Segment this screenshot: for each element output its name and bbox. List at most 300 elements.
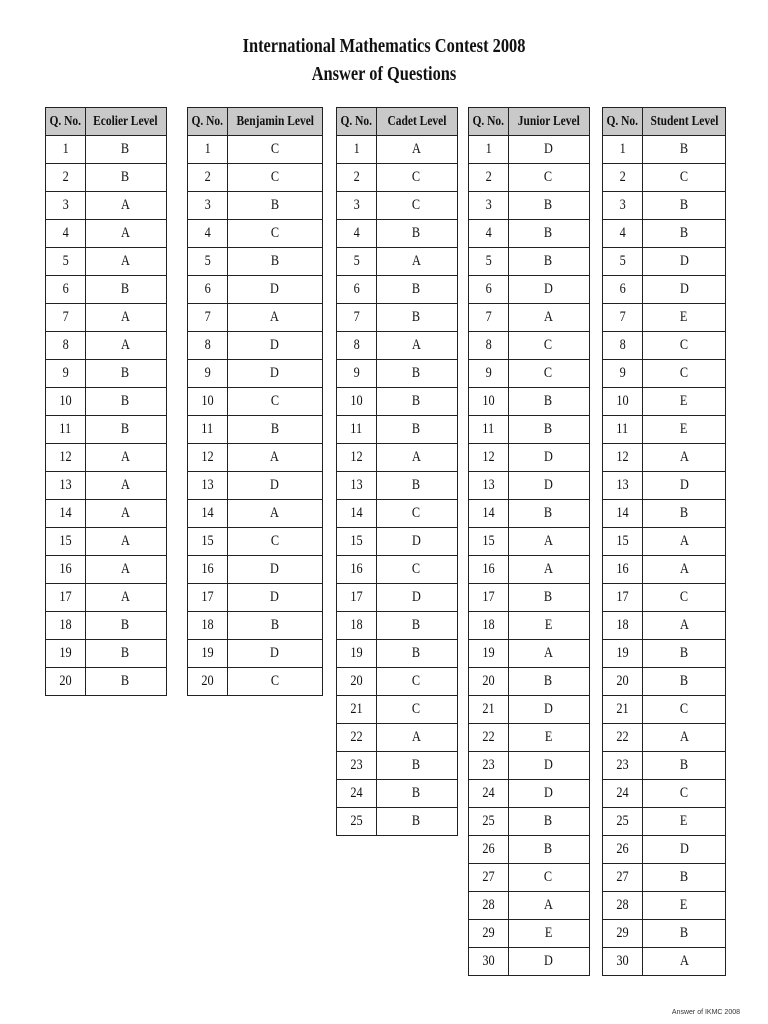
- table-row: [603, 444, 726, 472]
- question-number: 25: [469, 808, 509, 836]
- answer-cell: D: [227, 584, 323, 612]
- answer-cell: D: [642, 276, 726, 304]
- q-no-header: Q. No.: [469, 108, 509, 136]
- answer-cell: B: [85, 360, 166, 388]
- question-number: 15: [46, 528, 86, 556]
- table-row: [46, 388, 167, 416]
- question-number: 30: [603, 948, 643, 976]
- table-row: [188, 668, 323, 696]
- question-number: 25: [337, 808, 377, 836]
- question-number: 11: [188, 416, 228, 444]
- question-number: 21: [469, 696, 509, 724]
- answer-cell: B: [376, 808, 457, 836]
- answer-cell: A: [85, 332, 166, 360]
- table-row: [46, 444, 167, 472]
- answer-cell: A: [642, 528, 726, 556]
- question-number: 11: [469, 416, 509, 444]
- table-row: [337, 388, 458, 416]
- answer-cell: C: [227, 528, 323, 556]
- table-row: [603, 612, 726, 640]
- question-number: 14: [603, 500, 643, 528]
- question-number: 2: [469, 164, 509, 192]
- table-row: [603, 472, 726, 500]
- question-number: 2: [188, 164, 228, 192]
- answer-cell: E: [642, 388, 726, 416]
- level-header: Cadet Level: [376, 108, 457, 136]
- question-number: 19: [46, 640, 86, 668]
- question-number: 21: [337, 696, 377, 724]
- answer-cell: D: [508, 780, 589, 808]
- answer-cell: A: [85, 304, 166, 332]
- question-number: 15: [337, 528, 377, 556]
- q-no-header: Q. No.: [337, 108, 377, 136]
- table-row: [603, 864, 726, 892]
- question-number: 8: [188, 332, 228, 360]
- question-number: 4: [603, 220, 643, 248]
- question-number: 4: [337, 220, 377, 248]
- answer-cell: E: [508, 612, 589, 640]
- question-number: 3: [188, 192, 228, 220]
- question-number: 29: [469, 920, 509, 948]
- table-row: [188, 276, 323, 304]
- question-number: 2: [46, 164, 86, 192]
- table-row: [337, 416, 458, 444]
- question-number: 11: [46, 416, 86, 444]
- question-number: 14: [46, 500, 86, 528]
- table-row: [469, 388, 590, 416]
- answer-cell: A: [85, 192, 166, 220]
- answer-cell: B: [85, 612, 166, 640]
- answer-cell: B: [376, 360, 457, 388]
- table-row: [469, 892, 590, 920]
- question-number: 1: [337, 136, 377, 164]
- table-row: [188, 192, 323, 220]
- answer-cell: B: [508, 416, 589, 444]
- answer-cell: C: [376, 668, 457, 696]
- answer-cell: D: [227, 332, 323, 360]
- answer-cell: E: [508, 920, 589, 948]
- question-number: 12: [188, 444, 228, 472]
- answer-cell: A: [642, 612, 726, 640]
- answer-cell: C: [227, 668, 323, 696]
- question-number: 6: [603, 276, 643, 304]
- table-row: [46, 304, 167, 332]
- answer-cell: B: [642, 136, 726, 164]
- answer-cell: B: [376, 220, 457, 248]
- question-number: 1: [469, 136, 509, 164]
- question-number: 19: [603, 640, 643, 668]
- answer-cell: A: [227, 500, 323, 528]
- table-row: [46, 668, 167, 696]
- table-row: [337, 808, 458, 836]
- table-row: [469, 724, 590, 752]
- answer-cell: D: [227, 360, 323, 388]
- answer-cell: B: [376, 276, 457, 304]
- answer-cell: B: [642, 500, 726, 528]
- question-number: 22: [469, 724, 509, 752]
- table-row: [603, 724, 726, 752]
- table-row: [469, 836, 590, 864]
- question-number: 17: [603, 584, 643, 612]
- question-number: 10: [603, 388, 643, 416]
- answer-table-benjamin: [187, 107, 323, 696]
- answer-cell: B: [85, 164, 166, 192]
- table-row: [337, 612, 458, 640]
- question-number: 20: [188, 668, 228, 696]
- answer-cell: D: [376, 584, 457, 612]
- table-row: [46, 612, 167, 640]
- table-row: [469, 360, 590, 388]
- table-row: [337, 668, 458, 696]
- answer-cell: B: [642, 640, 726, 668]
- question-number: 14: [188, 500, 228, 528]
- answer-cell: B: [642, 668, 726, 696]
- table-row: [337, 192, 458, 220]
- question-number: 7: [46, 304, 86, 332]
- question-number: 8: [603, 332, 643, 360]
- table-row: [469, 276, 590, 304]
- question-number: 16: [337, 556, 377, 584]
- answer-cell: C: [642, 584, 726, 612]
- table-row: [603, 584, 726, 612]
- answer-cell: B: [508, 192, 589, 220]
- table-row: [188, 556, 323, 584]
- answer-cell: B: [376, 612, 457, 640]
- answer-cell: C: [376, 164, 457, 192]
- answer-cell: D: [227, 556, 323, 584]
- answer-cell: D: [642, 248, 726, 276]
- table-row: [603, 668, 726, 696]
- table-row: [337, 360, 458, 388]
- answer-cell: C: [642, 360, 726, 388]
- question-number: 12: [337, 444, 377, 472]
- table-row: [337, 304, 458, 332]
- table-row: [46, 556, 167, 584]
- answer-cell: B: [508, 220, 589, 248]
- question-number: 14: [469, 500, 509, 528]
- question-number: 22: [603, 724, 643, 752]
- answer-cell: D: [508, 444, 589, 472]
- document-header: [0, 32, 768, 88]
- answer-cell: C: [642, 780, 726, 808]
- table-row: [603, 640, 726, 668]
- answer-cell: B: [642, 864, 726, 892]
- table-row: [188, 360, 323, 388]
- question-number: 6: [469, 276, 509, 304]
- answer-cell: A: [85, 472, 166, 500]
- table-row: [188, 528, 323, 556]
- question-number: 18: [337, 612, 377, 640]
- answer-cell: D: [508, 948, 589, 976]
- question-number: 1: [603, 136, 643, 164]
- question-number: 2: [337, 164, 377, 192]
- question-number: 18: [188, 612, 228, 640]
- answer-cell: E: [642, 892, 726, 920]
- answer-table-student: [602, 107, 726, 976]
- table-row: [337, 332, 458, 360]
- answer-cell: B: [85, 136, 166, 164]
- answer-cell: B: [85, 388, 166, 416]
- question-number: 12: [46, 444, 86, 472]
- table-row: [469, 500, 590, 528]
- level-header: Benjamin Level: [227, 108, 323, 136]
- table-row: [46, 192, 167, 220]
- question-number: 28: [469, 892, 509, 920]
- table-row: [603, 360, 726, 388]
- answer-cell: B: [508, 668, 589, 696]
- document-subtitle: Answer of Questions: [311, 63, 457, 85]
- question-number: 7: [188, 304, 228, 332]
- table-row: [469, 864, 590, 892]
- table-row: [469, 136, 590, 164]
- answer-cell: B: [376, 780, 457, 808]
- answer-cell: C: [227, 388, 323, 416]
- question-number: 5: [337, 248, 377, 276]
- question-number: 24: [337, 780, 377, 808]
- answer-cell: A: [85, 444, 166, 472]
- answer-cell: B: [508, 836, 589, 864]
- table-row: [603, 808, 726, 836]
- answer-cell: A: [376, 136, 457, 164]
- table-row: [337, 500, 458, 528]
- question-number: 9: [46, 360, 86, 388]
- answer-cell: A: [85, 500, 166, 528]
- answer-cell: C: [642, 696, 726, 724]
- table-row: [337, 220, 458, 248]
- table-row: [469, 192, 590, 220]
- answer-cell: A: [376, 332, 457, 360]
- answer-cell: A: [376, 248, 457, 276]
- table-row: [337, 248, 458, 276]
- question-number: 11: [337, 416, 377, 444]
- level-header: Student Level: [642, 108, 726, 136]
- table-row: [337, 136, 458, 164]
- answer-cell: B: [85, 668, 166, 696]
- answer-cell: A: [85, 584, 166, 612]
- question-number: 22: [337, 724, 377, 752]
- table-row: [469, 556, 590, 584]
- question-number: 16: [188, 556, 228, 584]
- table-row: [188, 388, 323, 416]
- table-header-row: [603, 108, 726, 136]
- table-row: [188, 220, 323, 248]
- table-row: [46, 220, 167, 248]
- question-number: 13: [188, 472, 228, 500]
- question-number: 23: [469, 752, 509, 780]
- answer-cell: E: [642, 808, 726, 836]
- table-row: [603, 192, 726, 220]
- answer-cell: B: [642, 920, 726, 948]
- answer-cell: C: [227, 220, 323, 248]
- document-title: International Mathematics Contest 2008: [242, 35, 526, 57]
- question-number: 14: [337, 500, 377, 528]
- table-row: [469, 220, 590, 248]
- question-number: 6: [188, 276, 228, 304]
- answer-cell: C: [508, 360, 589, 388]
- question-number: 5: [46, 248, 86, 276]
- table-row: [337, 444, 458, 472]
- answer-cell: A: [227, 304, 323, 332]
- question-number: 19: [469, 640, 509, 668]
- table-row: [469, 640, 590, 668]
- table-row: [337, 640, 458, 668]
- question-number: 7: [469, 304, 509, 332]
- table-row: [603, 248, 726, 276]
- table-row: [337, 164, 458, 192]
- answer-cell: D: [508, 472, 589, 500]
- table-row: [469, 808, 590, 836]
- question-number: 9: [337, 360, 377, 388]
- answer-cell: D: [376, 528, 457, 556]
- answer-cell: B: [227, 416, 323, 444]
- table-row: [188, 136, 323, 164]
- answer-cell: C: [227, 136, 323, 164]
- answer-cell: B: [642, 220, 726, 248]
- question-number: 2: [603, 164, 643, 192]
- answer-cell: B: [508, 388, 589, 416]
- table-row: [46, 500, 167, 528]
- table-header-row: [188, 108, 323, 136]
- question-number: 13: [603, 472, 643, 500]
- answer-cell: D: [508, 136, 589, 164]
- table-row: [469, 332, 590, 360]
- question-number: 29: [603, 920, 643, 948]
- question-number: 17: [188, 584, 228, 612]
- answer-cell: C: [508, 864, 589, 892]
- table-row: [603, 220, 726, 248]
- table-row: [603, 304, 726, 332]
- table-row: [46, 528, 167, 556]
- answer-cell: A: [508, 892, 589, 920]
- table-row: [603, 416, 726, 444]
- question-number: 18: [603, 612, 643, 640]
- table-row: [188, 248, 323, 276]
- table-row: [603, 276, 726, 304]
- footer-note: Answer of IKMC 2008: [671, 1009, 740, 1016]
- answer-cell: C: [508, 332, 589, 360]
- table-row: [603, 696, 726, 724]
- question-number: 17: [46, 584, 86, 612]
- table-row: [337, 724, 458, 752]
- table-row: [188, 304, 323, 332]
- table-row: [188, 584, 323, 612]
- answer-cell: C: [376, 696, 457, 724]
- question-number: 8: [469, 332, 509, 360]
- answer-table-ecolier: [45, 107, 167, 696]
- question-number: 3: [46, 192, 86, 220]
- question-number: 11: [603, 416, 643, 444]
- question-number: 10: [188, 388, 228, 416]
- table-row: [46, 248, 167, 276]
- answer-table-cadet: [336, 107, 458, 836]
- question-number: 24: [469, 780, 509, 808]
- table-row: [469, 472, 590, 500]
- answer-cell: C: [376, 556, 457, 584]
- question-number: 9: [469, 360, 509, 388]
- answer-cell: D: [508, 752, 589, 780]
- question-number: 21: [603, 696, 643, 724]
- question-number: 5: [469, 248, 509, 276]
- answer-cell: E: [508, 724, 589, 752]
- question-number: 25: [603, 808, 643, 836]
- question-number: 10: [337, 388, 377, 416]
- table-row: [469, 780, 590, 808]
- question-number: 7: [603, 304, 643, 332]
- answer-cell: B: [227, 192, 323, 220]
- answer-cell: C: [508, 164, 589, 192]
- answer-cell: E: [642, 304, 726, 332]
- table-row: [188, 444, 323, 472]
- question-number: 15: [188, 528, 228, 556]
- table-row: [469, 668, 590, 696]
- q-no-header: Q. No.: [188, 108, 228, 136]
- table-row: [337, 528, 458, 556]
- question-number: 4: [46, 220, 86, 248]
- answer-cell: A: [227, 444, 323, 472]
- question-number: 19: [188, 640, 228, 668]
- table-row: [603, 500, 726, 528]
- answer-cell: B: [508, 500, 589, 528]
- answer-cell: A: [642, 444, 726, 472]
- table-row: [337, 780, 458, 808]
- question-number: 3: [469, 192, 509, 220]
- table-row: [603, 752, 726, 780]
- answer-cell: A: [85, 556, 166, 584]
- answer-cell: D: [642, 472, 726, 500]
- answer-cell: A: [642, 948, 726, 976]
- table-row: [603, 892, 726, 920]
- question-number: 8: [46, 332, 86, 360]
- answer-cell: B: [642, 752, 726, 780]
- question-number: 13: [469, 472, 509, 500]
- table-row: [603, 136, 726, 164]
- table-header-row: [469, 108, 590, 136]
- question-number: 17: [469, 584, 509, 612]
- answer-cell: A: [508, 640, 589, 668]
- question-number: 6: [337, 276, 377, 304]
- question-number: 15: [469, 528, 509, 556]
- table-row: [469, 304, 590, 332]
- table-row: [46, 276, 167, 304]
- answer-cell: B: [85, 276, 166, 304]
- level-header: Ecolier Level: [85, 108, 166, 136]
- question-number: 30: [469, 948, 509, 976]
- table-row: [603, 556, 726, 584]
- question-number: 19: [337, 640, 377, 668]
- answer-cell: A: [642, 724, 726, 752]
- question-number: 12: [603, 444, 643, 472]
- question-number: 26: [603, 836, 643, 864]
- question-number: 20: [46, 668, 86, 696]
- table-row: [603, 164, 726, 192]
- answer-cell: B: [508, 808, 589, 836]
- table-row: [46, 332, 167, 360]
- answer-cell: C: [642, 332, 726, 360]
- question-number: 7: [337, 304, 377, 332]
- question-number: 28: [603, 892, 643, 920]
- question-number: 4: [469, 220, 509, 248]
- table-row: [188, 640, 323, 668]
- table-row: [46, 136, 167, 164]
- table-row: [469, 164, 590, 192]
- answer-cell: E: [642, 416, 726, 444]
- answer-cell: A: [85, 220, 166, 248]
- question-number: 20: [337, 668, 377, 696]
- table-row: [469, 948, 590, 976]
- question-number: 5: [603, 248, 643, 276]
- answer-cell: D: [508, 696, 589, 724]
- question-number: 16: [469, 556, 509, 584]
